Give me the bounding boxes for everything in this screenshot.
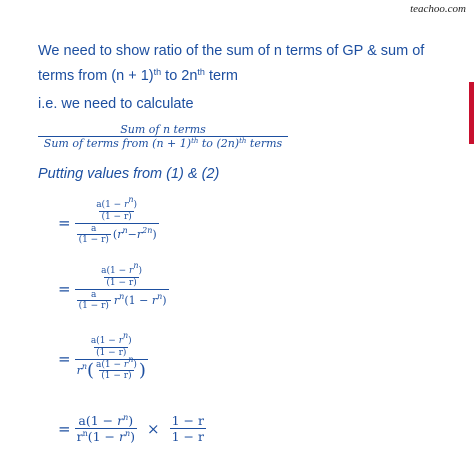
step-2-fraction: $\frac{a(1 - rn)}{(1 - r)}$ $\frac{a}{(1 - r)}$ $r^n(1 - r^n)$ xyxy=(75,266,169,312)
teachoo-logo: teachoo.com xyxy=(410,3,466,15)
ratio-den-d-sup: th xyxy=(239,137,247,146)
equals-sign-3: = xyxy=(58,350,71,369)
intro-line-1: We need to show ratio of the sum of n terms of GP & sum of xyxy=(38,43,425,59)
equals-sign-2: = xyxy=(58,280,71,299)
ratio-den-d: (2n) xyxy=(216,137,240,151)
intro-line-3: i.e. we need to calculate xyxy=(38,96,194,112)
times-sign: × xyxy=(147,419,160,438)
intro-line-2-b: to 2n xyxy=(161,68,198,84)
putting-values-line: Putting values from (1) & (2) xyxy=(38,166,220,182)
ratio-den-b-sup: th xyxy=(191,137,199,146)
equals-sign-4: = xyxy=(58,419,71,438)
intro-line-2 xyxy=(38,67,238,85)
ratio-denominator xyxy=(38,136,288,150)
ratio-fraction xyxy=(38,123,288,150)
step-3-fraction: $\frac{a(1 - rn)}{(1 - r)}$ $r^n$ ( $\frac{a(1 - rn)}{(1 - r)}$ ) xyxy=(76,331,146,382)
ratio-den-b: (n + 1) xyxy=(152,137,192,151)
step-4 xyxy=(58,413,206,444)
intro-line-2-c: term xyxy=(204,68,238,84)
intro-line-2-a: terms from (n + 1) xyxy=(38,68,154,84)
ratio-den-a: Sum of terms from xyxy=(43,137,153,151)
ratio-den-e: terms xyxy=(246,137,283,151)
step-1-fraction: $\frac{a(1 - rn)}{(1 - r)}$ $\frac{a}{(1 - r)}$ $(r^n-r^{2n})$ xyxy=(75,200,159,246)
intro-line-2-sup1: th xyxy=(153,67,162,77)
accent-bar xyxy=(469,82,474,144)
ratio-numerator: Sum of n terms xyxy=(120,123,206,136)
ratio-den-c: to xyxy=(198,137,217,151)
step-2 xyxy=(58,261,169,312)
equals-sign-1: = xyxy=(58,214,71,233)
step-1 xyxy=(58,195,159,246)
step-4-fraction-right: $\frac{1 - r}{1 - r}$ xyxy=(171,413,204,444)
step-4-fraction-left: $\frac{a(1 - r^n)}{r^n(1 - r^n)}$ xyxy=(76,413,135,444)
step-3 xyxy=(58,331,148,382)
intro-line-2-sup2: th xyxy=(197,67,205,77)
